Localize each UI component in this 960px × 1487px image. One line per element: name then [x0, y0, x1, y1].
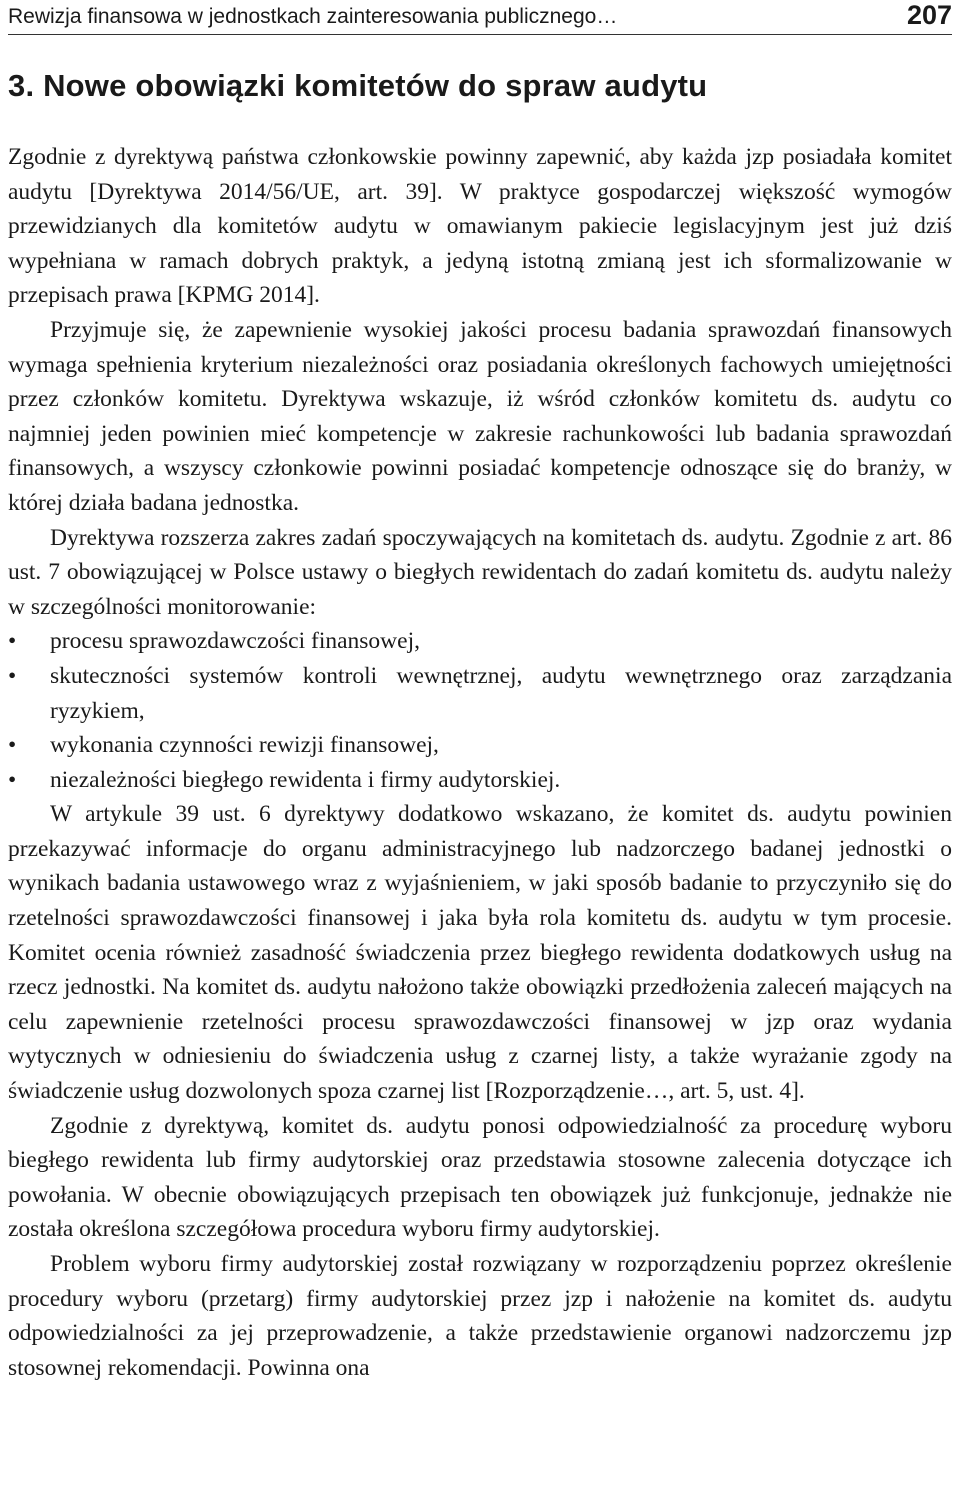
- page-number: 207: [906, 0, 952, 30]
- list-item-text: skuteczności systemów kontroli wewnętrznej, audytu wewnętrznego oraz zarządzania ryzykiem,: [50, 662, 952, 724]
- list-item-text: wykonania czynności rewizji finansowej,: [50, 732, 439, 759]
- bullet-icon: •: [8, 662, 17, 689]
- paragraph-3: Dyrektywa rozszerza zakres zadań spoczywających na komitetach ds. audytu. Zgodnie z art. 86 ust. 7 obowiązującej w Polsce ustawy o biegłych rewidentach do zadań komitetu ds. audytu należy w szczególności monitorowanie:: [8, 524, 952, 620]
- paragraph-1: Zgodnie z dyrektywą państwa członkowskie powinny zapewnić, aby każda jzp posiadała komitet audytu [Dyrektywa 2014/56/UE, art. 39]. W praktyce gospodarczej większość wymogów przewidzianych dla komitetów audytu w omawianym pakiecie legislacyjnym jest już dziś wypełniana w ramach dobrych praktyk, a jedyną istotną zmianą jest ich sformalizowanie w przepisach prawa [KPMG 2014].: [8, 144, 952, 309]
- paragraph-5: Zgodnie z dyrektywą, komitet ds. audytu ponosi odpowiedzialność za procedurę wyboru biegłego rewidenta lub firmy audytorskiej oraz przedstawia stosowne zalecenia dotyczące ich powołania. W obecnie obowiązujących przepisach ten obowiązek już funkcjonuje, jednakże nie została określona szczegółowa procedura wyboru firmy audytorskiej.: [8, 1112, 952, 1243]
- bullet-icon: •: [8, 732, 17, 759]
- paragraph-4: W artykule 39 ust. 6 dyrektywy dodatkowo wskazano, że komitet ds. audytu powinien przekazywać informacje do organu administracyjnego lub nadzorczego badanej jednostki o wynikach badania ustawowego wraz z wyjaśnieniem, w jaki sposób badanie to przyczyniło się do rzetelności sprawozdawczości finansowej i jaka była rola komitetu ds. audytu w tym procesie. Komitet ocenia również zasadność świadczenia przez biegłego rewidenta dodatkowych usług na rzecz jednostki. Na komitet ds. audytu nałożono także obowiązki przedłożenia zaleceń mających na celu zapewnienie rzetelności procesu sprawozdawczości finansowej w jzp oraz wydania wytycznych w odniesieniu do świadczenia usług z czarnej listy, a także wyrażanie zgody na świadczenie usług dozwolonych spoza czarnej list [Rozporządzenie…, art. 5, ust. 4].: [8, 801, 952, 1105]
- body-text: [8, 140, 952, 1385]
- list-item: [8, 659, 952, 728]
- bullet-icon: •: [8, 628, 17, 655]
- running-header: [8, 0, 952, 35]
- running-title: Rewizja finansowa w jednostkach zainteresowania publicznego…: [8, 5, 618, 28]
- bullet-list: [8, 624, 952, 797]
- list-item-text: procesu sprawozdawczości finansowej,: [50, 628, 420, 655]
- section-heading: 3. Nowe obowiązki komitetów do spraw audytu: [8, 68, 708, 103]
- list-item: [8, 624, 952, 659]
- paragraph-6: Problem wyboru firmy audytorskiej został rozwiązany w rozporządzeniu poprzez określenie procedury wyboru (przetarg) firmy audytorskiej przez jzp i nałożenie na komitet ds. audytu odpowiedzialności za jej przeprowadzenie, a także przedstawienie organowi nadzorczemu jzp stosownej rekomendacji. Powinna ona: [8, 1251, 952, 1381]
- list-item-text: niezależności biegłego rewidenta i firmy audytorskiej.: [50, 766, 561, 793]
- list-item: [8, 763, 952, 798]
- paragraph-2: Przyjmuje się, że zapewnienie wysokiej jakości procesu badania sprawozdań finansowych wymaga spełnienia kryterium niezależności oraz posiadania określonych fachowych umiejętności przez członków komitetu. Dyrektywa wskazuje, iż wśród członków komitetu ds. audytu co najmniej jeden powinien mieć kompetencje w zakresie rachunkowości lub badania sprawozdań finansowych, a wszyscy członkowie powinni posiadać kompetencje odnoszące się do branży, w której działa badana jednostka.: [8, 316, 952, 516]
- list-item: [8, 728, 952, 763]
- bullet-icon: •: [8, 766, 17, 793]
